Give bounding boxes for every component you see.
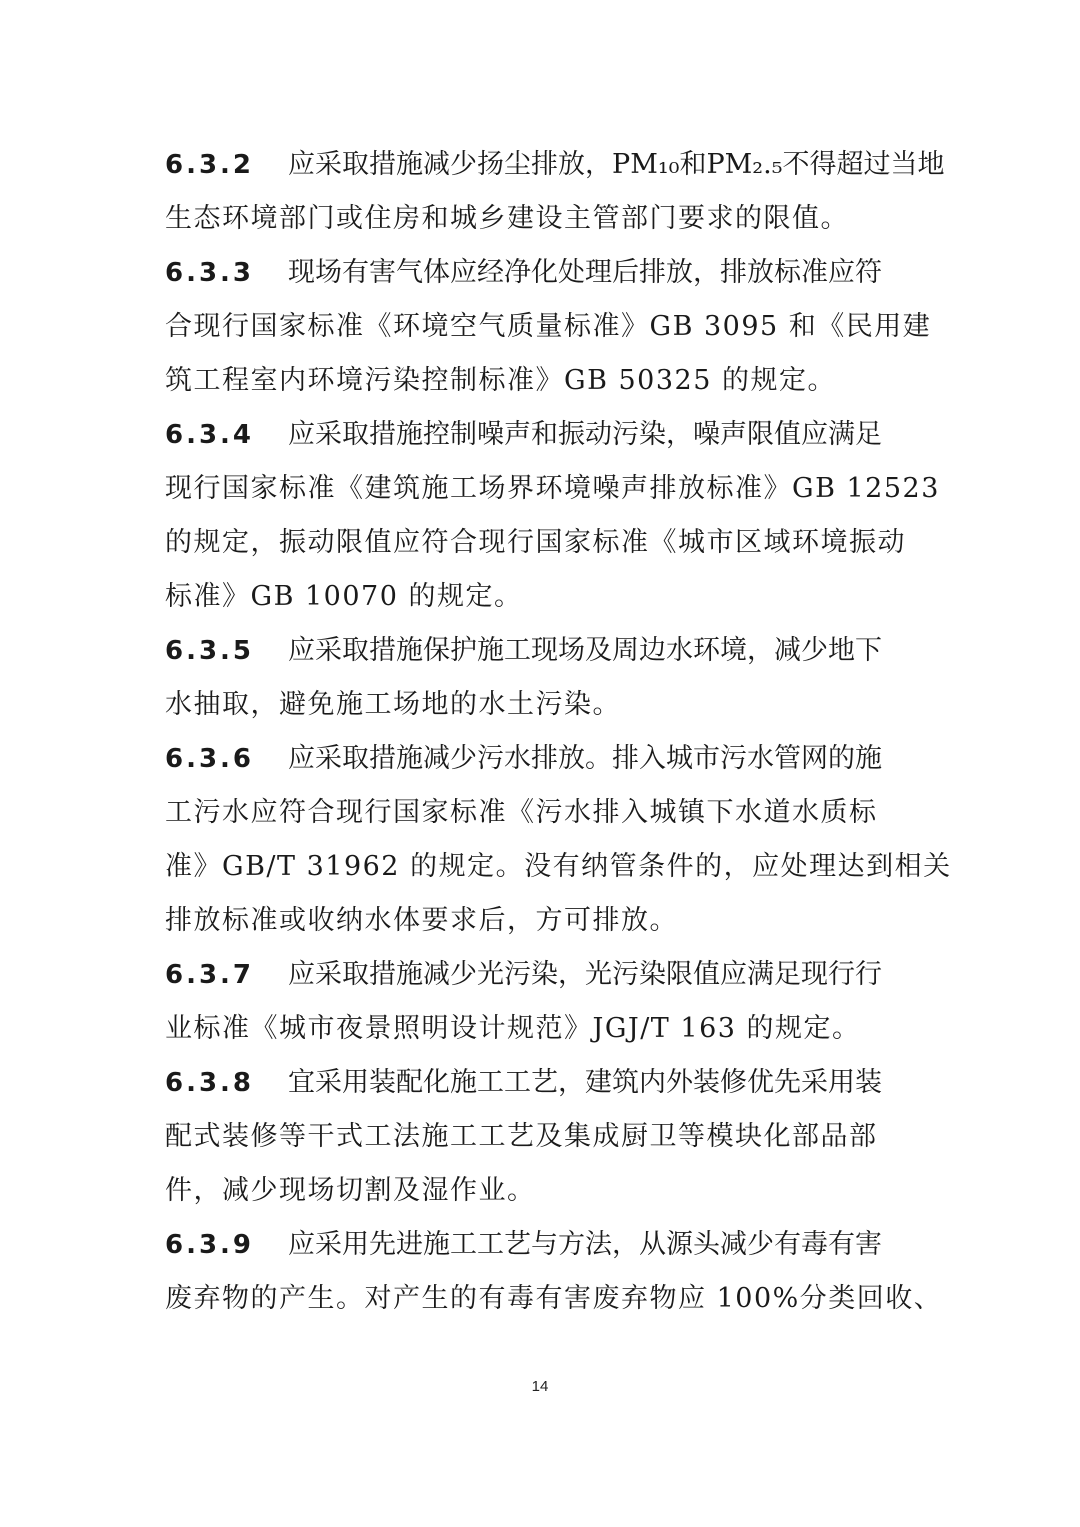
section-text: 应采取措施减少光污染，光污染限值应满足现行行 — [288, 959, 883, 990]
section-number: 6.3.6 — [165, 744, 255, 774]
section-6-3-6-line-1 — [165, 732, 917, 786]
section-text: 应采取措施控制噪声和振动污染，噪声限值应满足 — [288, 419, 883, 450]
section-6-3-8-line-2: 配式装修等干式工法施工工艺及集成厨卫等模块化部品部 — [165, 1121, 878, 1152]
section-number: 6.3.4 — [165, 420, 255, 450]
section-text: 应采取措施保护施工现场及周边水环境，减少地下 — [288, 635, 883, 666]
section-6-3-7-line-2: 业标准《城市夜景照明设计规范》JGJ/T 163 的规定。 — [165, 1013, 861, 1044]
section-6-3-7-line-1 — [165, 948, 917, 1002]
section-6-3-8-line-1 — [165, 1056, 917, 1110]
section-6-3-4-line-4: 标准》GB 10070 的规定。 — [165, 581, 523, 612]
section-number: 6.3.8 — [165, 1068, 255, 1098]
section-text: 应采取措施减少扬尘排放，PM₁₀和PM₂.₅不得超过当地 — [288, 149, 945, 180]
section-6-3-5-line-1 — [165, 624, 917, 678]
section-6-3-3-line-3: 筑工程室内环境污染控制标准》GB 50325 的规定。 — [165, 365, 836, 396]
section-6-3-4-line-2: 现行国家标准《建筑施工场界环境噪声排放标准》GB 12523 — [165, 473, 940, 504]
section-6-3-9-line-2: 废弃物的产生。对产生的有毒有害废弃物应 100%分类回收、 — [165, 1283, 943, 1314]
document-body — [165, 138, 952, 1326]
section-text: 应采取措施减少污水排放。排入城市污水管网的施 — [288, 743, 883, 774]
section-6-3-3-line-1 — [165, 246, 917, 300]
page-number: 14 — [531, 1378, 549, 1395]
section-text: 现场有害气体应经净化处理后排放，排放标准应符 — [288, 257, 883, 288]
section-6-3-5-line-2: 水抽取，避免施工场地的水土污染。 — [165, 689, 621, 720]
section-6-3-6-line-2: 工污水应符合现行国家标准《污水排入城镇下水道水质标 — [165, 797, 878, 828]
section-6-3-6-line-4: 排放标准或收纳水体要求后，方可排放。 — [165, 905, 678, 936]
section-number: 6.3.7 — [165, 960, 255, 990]
section-6-3-2-line-1 — [165, 138, 945, 192]
section-6-3-9-line-1 — [165, 1218, 917, 1272]
section-6-3-4-line-3: 的规定，振动限值应符合现行国家标准《城市区域环境振动 — [165, 527, 906, 558]
section-6-3-4-line-1 — [165, 408, 917, 462]
section-text: 应采用先进施工工艺与方法，从源头减少有毒有害 — [288, 1229, 883, 1260]
section-number: 6.3.3 — [165, 258, 255, 288]
section-number: 6.3.5 — [165, 636, 255, 666]
section-6-3-3-line-2: 合现行国家标准《环境空气质量标准》GB 3095 和《民用建 — [165, 311, 932, 342]
section-number: 6.3.2 — [165, 150, 255, 180]
section-text: 宜采用装配化施工工艺，建筑内外装修优先采用装 — [288, 1067, 883, 1098]
section-6-3-8-line-3: 件，减少现场切割及湿作业。 — [165, 1175, 536, 1206]
section-number: 6.3.9 — [165, 1230, 255, 1260]
section-6-3-2-line-2: 生态环境部门或住房和城乡建设主管部门要求的限值。 — [165, 203, 849, 234]
section-6-3-6-line-3: 准》GB/T 31962 的规定。没有纳管条件的，应处理达到相关 — [165, 851, 952, 882]
